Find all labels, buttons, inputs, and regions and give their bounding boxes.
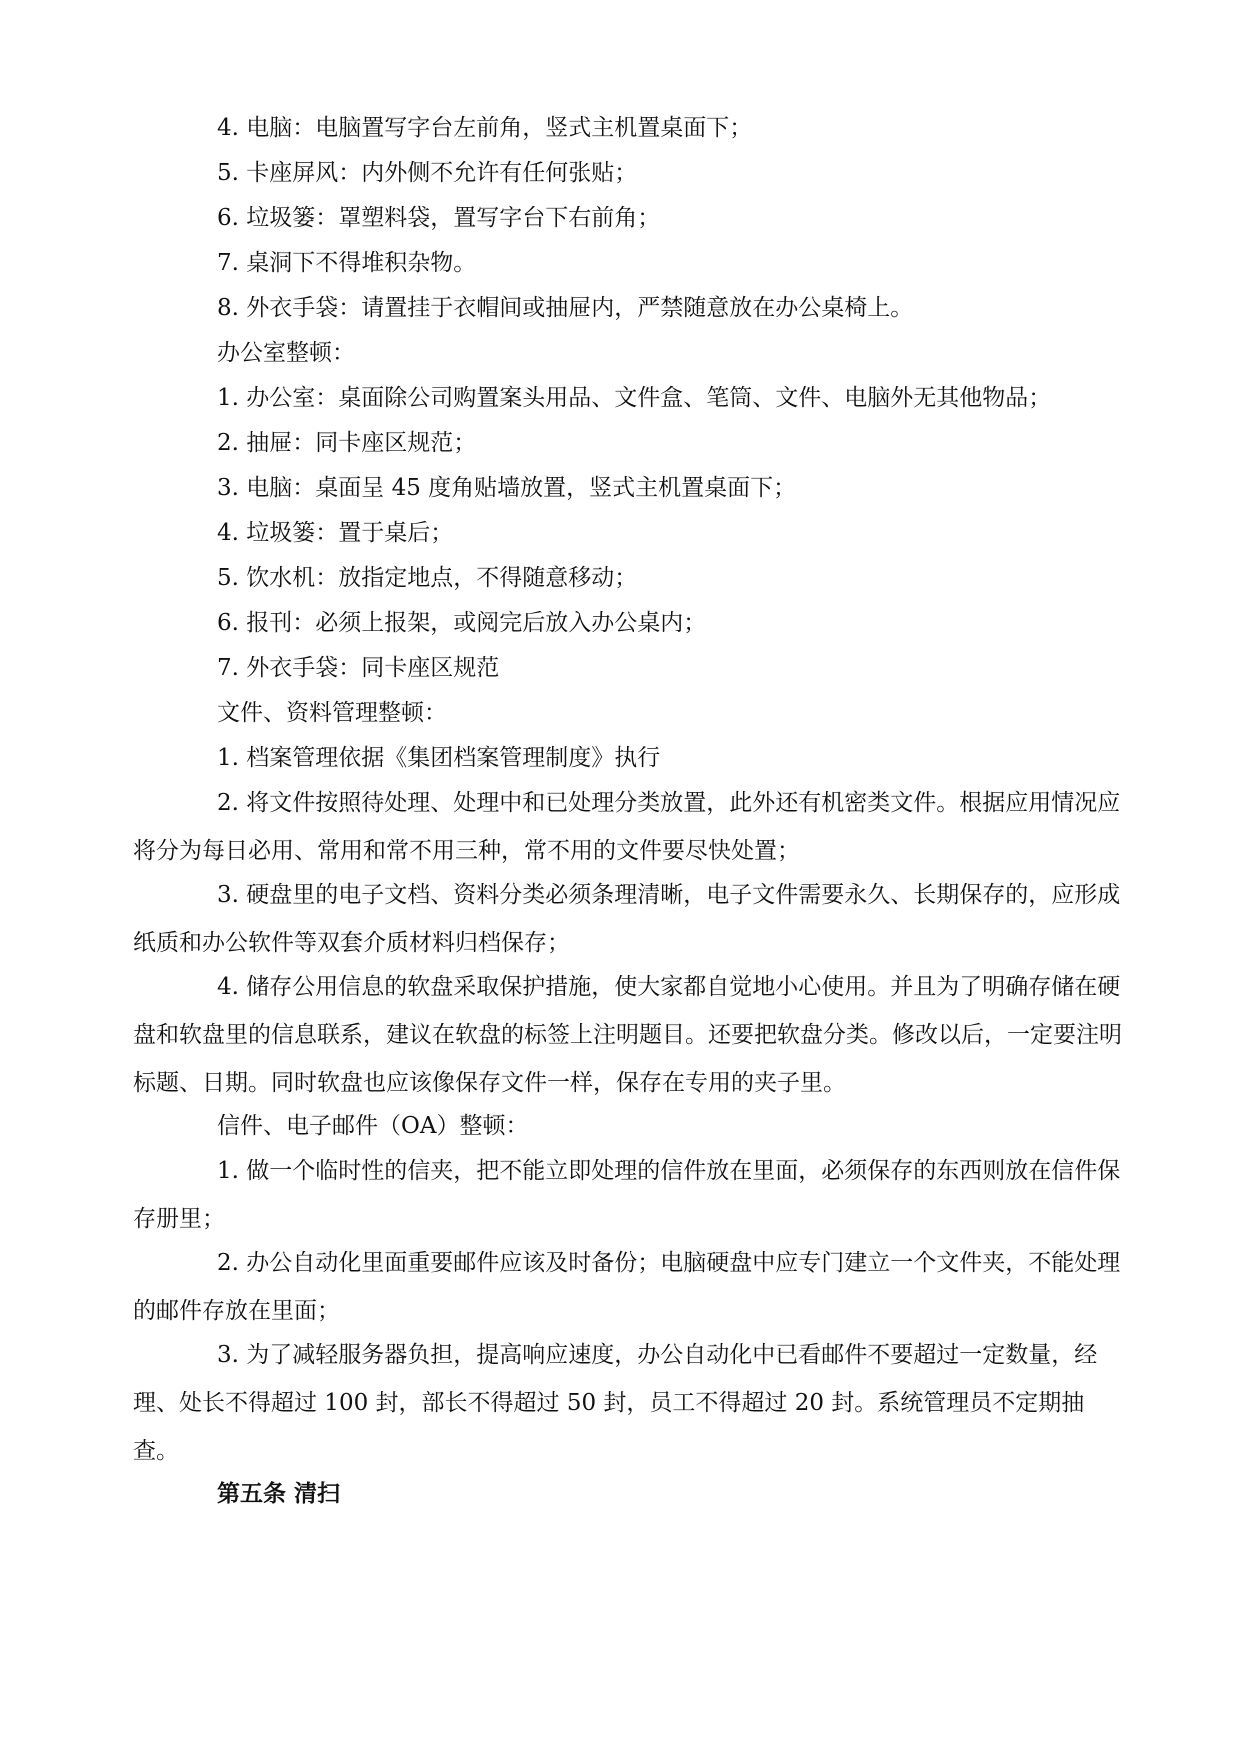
item-coat: 8. 外衣手袋：请置挂于衣帽间或抽屉内，严禁随意放在办公桌椅上。 [217, 295, 914, 321]
files-item-3: 3. 硬盘里的电子文档、资料分类必须条理清晰，电子文件需要永久、长期保存的，应形成纸质和办公软件等双套介质材料归档保存； [133, 882, 1121, 956]
office-item-1: 1. 办公室：桌面除公司购置案头用品、文件盒、笔筒、文件、电脑外无其他物品； [217, 385, 1052, 411]
article-five-heading: 第五条 清扫 [217, 1481, 341, 1507]
office-item-2: 2. 抽屉：同卡座区规范； [217, 430, 477, 456]
files-heading: 文件、资料管理整顿： [217, 700, 447, 726]
item-under-desk: 7. 桌洞下不得堆积杂物。 [217, 250, 477, 276]
office-item-4: 4. 垃圾篓：置于桌后； [217, 520, 454, 546]
office-item-5: 5. 饮水机：放指定地点，不得随意移动； [217, 565, 638, 591]
files-item-1: 1. 档案管理依据《集团档案管理制度》执行 [217, 745, 661, 771]
office-item-6: 6. 报刊：必须上报架，或阅完后放入办公桌内； [217, 610, 707, 636]
office-heading: 办公室整顿： [217, 340, 355, 366]
mail-item-2: 2. 办公自动化里面重要邮件应该及时备份；电脑硬盘中应专门建立一个文件夹，不能处理的邮件存放在里面； [133, 1250, 1121, 1324]
item-trash: 6. 垃圾篓：罩塑料袋，置写字台下右前角； [217, 205, 661, 231]
mail-heading: 信件、电子邮件（OA）整顿： [217, 1113, 529, 1139]
files-item-2: 2. 将文件按照待处理、处理中和已处理分类放置，此外还有机密类文件。根据应用情况应将分为每日必用、常用和常不用三种，常不用的文件要尽快处置； [133, 790, 1121, 864]
item-screen: 5. 卡座屏风：内外侧不允许有任何张贴； [217, 160, 638, 186]
office-item-7: 7. 外衣手袋：同卡座区规范 [217, 655, 500, 681]
mail-item-1: 1. 做一个临时性的信夹，把不能立即处理的信件放在里面，必须保存的东西则放在信件保存册里； [133, 1158, 1121, 1232]
office-item-3: 3. 电脑：桌面呈 45 度角贴墙放置，竖式主机置桌面下； [217, 475, 797, 501]
files-item-4: 4. 储存公用信息的软盘采取保护措施，使大家都自觉地小心使用。并且为了明确存储在硬盘和软盘里的信息联系，建议在软盘的标签上注明题目。还要把软盘分类。修改以后，一定要注明标题、日期。同时软盘也应该像保存文件一样，保存在专用的夹子里。 [133, 974, 1122, 1096]
mail-item-3: 3. 为了减轻服务器负担，提高响应速度，办公自动化中已看邮件不要超过一定数量，经理、处长不得超过 100 封，部长不得超过 50 封，员工不得超过 20 封。系统管理员不定期抽查。 [133, 1342, 1098, 1464]
item-computer: 4. 电脑：电脑置写字台左前角，竖式主机置桌面下； [217, 115, 753, 141]
